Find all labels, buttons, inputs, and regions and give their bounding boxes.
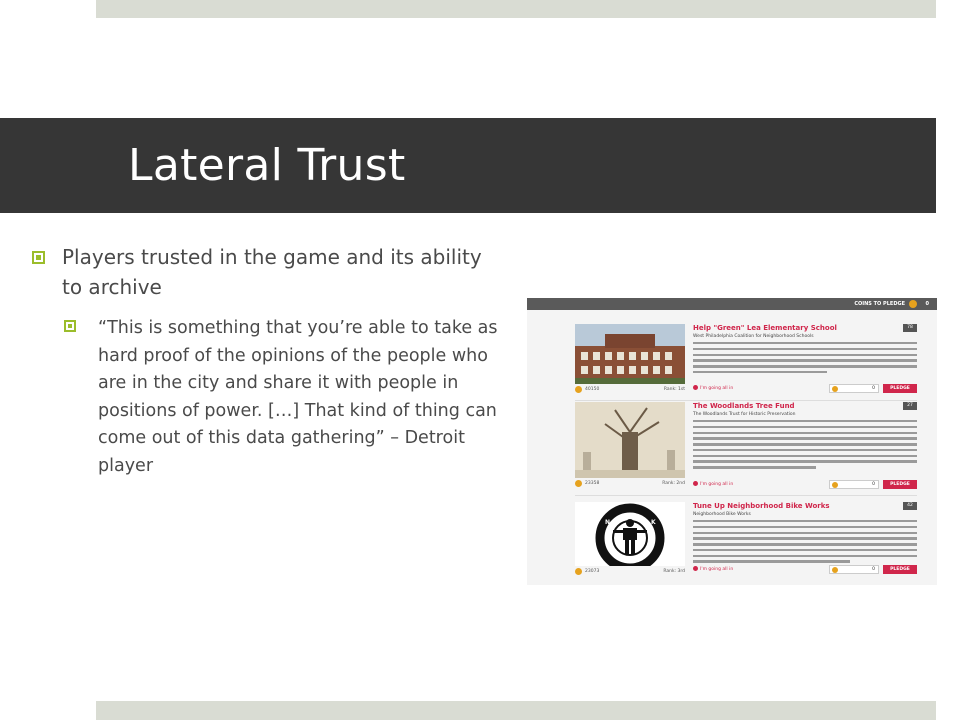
coins-to-pledge-label: COINS TO PLEDGE — [854, 301, 905, 307]
card-score-row — [575, 568, 685, 576]
card-points: 40150 — [585, 387, 600, 392]
coin-icon — [575, 568, 582, 575]
card-points: 23358 — [585, 481, 600, 486]
svg-text:K: K — [651, 519, 656, 526]
card-subtitle: Neighborhood Bike Works — [693, 512, 751, 517]
going-all-in-link[interactable]: I'm going all in — [693, 566, 733, 574]
pledge-row — [693, 480, 917, 490]
pledge-amount-value: 0 — [872, 567, 875, 572]
card-subtitle: West Philadelphia Coalition for Neighborhood Schools — [693, 334, 814, 339]
screenshot-header — [527, 298, 937, 310]
card-title[interactable]: Tune Up Neighborhood Bike Works — [693, 502, 830, 510]
coin-icon — [575, 386, 582, 393]
project-card — [575, 324, 917, 398]
card-rank: Rank: 3rd — [663, 569, 685, 574]
card-description — [693, 420, 917, 472]
bullet-level2-quote: “This is something that you’re able to take as hard proof of the opinions of the people who are in the city and share it with people in positions of power. […] That kind of thing can come out of this data gathering” – Detroit player — [98, 318, 498, 476]
pledge-amount-input[interactable] — [829, 480, 879, 489]
card-divider — [575, 495, 917, 496]
card-points: 23073 — [585, 569, 600, 574]
card-description — [693, 342, 917, 377]
project-card — [575, 402, 917, 492]
coins-value: 0 — [925, 301, 929, 307]
card-count-badge: 27 — [903, 402, 917, 410]
pledge-amount-input[interactable] — [829, 384, 879, 393]
card-divider — [575, 400, 917, 401]
bike-works-logo — [575, 502, 685, 566]
pledge-button[interactable]: PLEDGE — [883, 480, 917, 489]
coin-icon — [909, 300, 917, 308]
pledge-button[interactable]: PLEDGE — [883, 565, 917, 574]
school-building-photo — [575, 324, 685, 384]
coin-icon — [832, 482, 838, 488]
pledge-row — [693, 384, 917, 394]
svg-text:N: N — [605, 519, 611, 526]
coin-icon — [832, 567, 838, 573]
coin-icon — [575, 480, 582, 487]
card-rank: Rank: 2nd — [662, 481, 685, 486]
top-decorative-band — [96, 0, 936, 18]
bottom-decorative-band — [96, 701, 936, 720]
slide-title: Lateral Trust — [128, 140, 406, 191]
card-title[interactable]: Help "Green" Lea Elementary School — [693, 324, 837, 332]
card-score-row — [575, 386, 685, 394]
card-subtitle: The Woodlands Trust for Historic Preservation — [693, 412, 796, 417]
pledge-button[interactable]: PLEDGE — [883, 384, 917, 393]
card-count-badge: 42 — [903, 502, 917, 510]
bullet-square-icon — [64, 320, 76, 332]
card-description — [693, 520, 917, 566]
bullet-level1-text: Players trusted in the game and its ability to archive — [62, 245, 482, 299]
coin-icon — [832, 386, 838, 392]
bullet-square-icon — [32, 251, 45, 264]
card-rank: Rank: 1st — [663, 387, 685, 392]
pledge-amount-value: 0 — [872, 482, 875, 487]
embedded-app-screenshot — [527, 298, 937, 585]
card-count-badge: 78 — [903, 324, 917, 332]
tree-photo — [575, 402, 685, 478]
card-score-row — [575, 480, 685, 488]
pledge-amount-input[interactable] — [829, 565, 879, 574]
card-title[interactable]: The Woodlands Tree Fund — [693, 402, 795, 410]
project-card — [575, 502, 917, 582]
going-all-in-link[interactable]: I'm going all in — [693, 481, 733, 489]
pledge-row — [693, 565, 917, 575]
going-all-in-link[interactable]: I'm going all in — [693, 385, 733, 393]
pledge-amount-value: 0 — [872, 386, 875, 391]
